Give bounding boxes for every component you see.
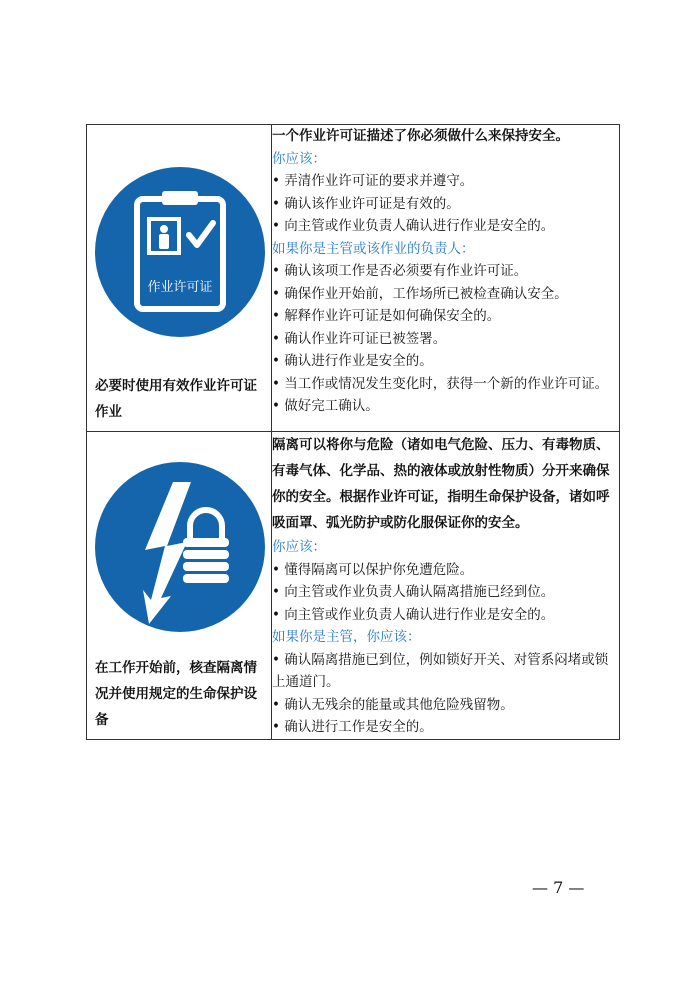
section-heading: 如果你是主管，你应该： <box>272 629 421 645</box>
list-item: • 懂得隔离可以保护你免遭危险。 <box>272 559 619 582</box>
list-item: • 确认作业许可证已被签署。 <box>272 328 619 351</box>
lightning-lock-icon <box>95 462 265 632</box>
rule-lead: 一个作业许可证描述了你必须做什么来保持安全。 <box>272 128 569 144</box>
list-item: • 确保作业开始前，工作场所已被检查确认安全。 <box>272 283 619 306</box>
list-item: • 确认进行工作是安全的。 <box>272 716 619 739</box>
rule-caption: 在工作开始前，核查隔离情况并使用规定的生命保护设备 <box>95 659 257 728</box>
rule-row-work-permit <box>87 125 620 432</box>
safety-rules-table <box>86 124 620 740</box>
rule-caption: 必要时使用有效作业许可证作业 <box>95 378 257 420</box>
rule-text-cell <box>272 125 620 432</box>
list-item: • 向主管或作业负责人确认隔离措施已经到位。 <box>272 581 619 604</box>
section-heading: 你应该： <box>272 539 326 555</box>
rule-row-isolation <box>87 432 620 740</box>
list-item: • 解释作业许可证是如何确保安全的。 <box>272 305 619 328</box>
list-item: • 确认该作业许可证是有效的。 <box>272 193 619 216</box>
section-heading: 如果你是主管或该作业的负责人： <box>272 240 475 257</box>
list-item: • 向主管或作业负责人确认进行作业是安全的。 <box>272 604 619 627</box>
section-heading: 你应该： <box>272 150 326 167</box>
list-item: • 向主管或作业负责人确认进行作业是安全的。 <box>272 215 619 238</box>
sign-label: 作业许可证 <box>147 280 213 295</box>
list-item: • 弄清作业许可证的要求并遵守。 <box>272 170 619 193</box>
rule-text-cell <box>272 432 620 740</box>
rule-icon-cell <box>87 125 272 432</box>
list-item: • 确认隔离措施已到位，例如锁好开关、对管系闷堵或锁上通道门。 <box>272 649 619 694</box>
list-item: • 当工作或情况发生变化时，获得一个新的作业许可证。 <box>272 373 619 396</box>
work-permit-clipboard-icon <box>95 167 265 337</box>
rule-intro: 隔离可以将你与危险（诸如电气危险、压力、有毒物质、有毒气体、化学品、热的液体或放射性物质）分开来确保你的安全。根据作业许可证，指明生命保护设备，诸如呼吸面罩、弧光防护或防化服保证你的安全。 <box>272 437 610 531</box>
page-number: — 7 — <box>532 878 585 897</box>
list-item: • 做好完工确认。 <box>272 395 619 418</box>
list-item: • 确认进行作业是安全的。 <box>272 350 619 373</box>
list-item: • 确认该项工作是否必须要有作业许可证。 <box>272 260 619 283</box>
rule-icon-cell <box>87 432 272 740</box>
list-item: • 确认无残余的能量或其他危险残留物。 <box>272 694 619 717</box>
